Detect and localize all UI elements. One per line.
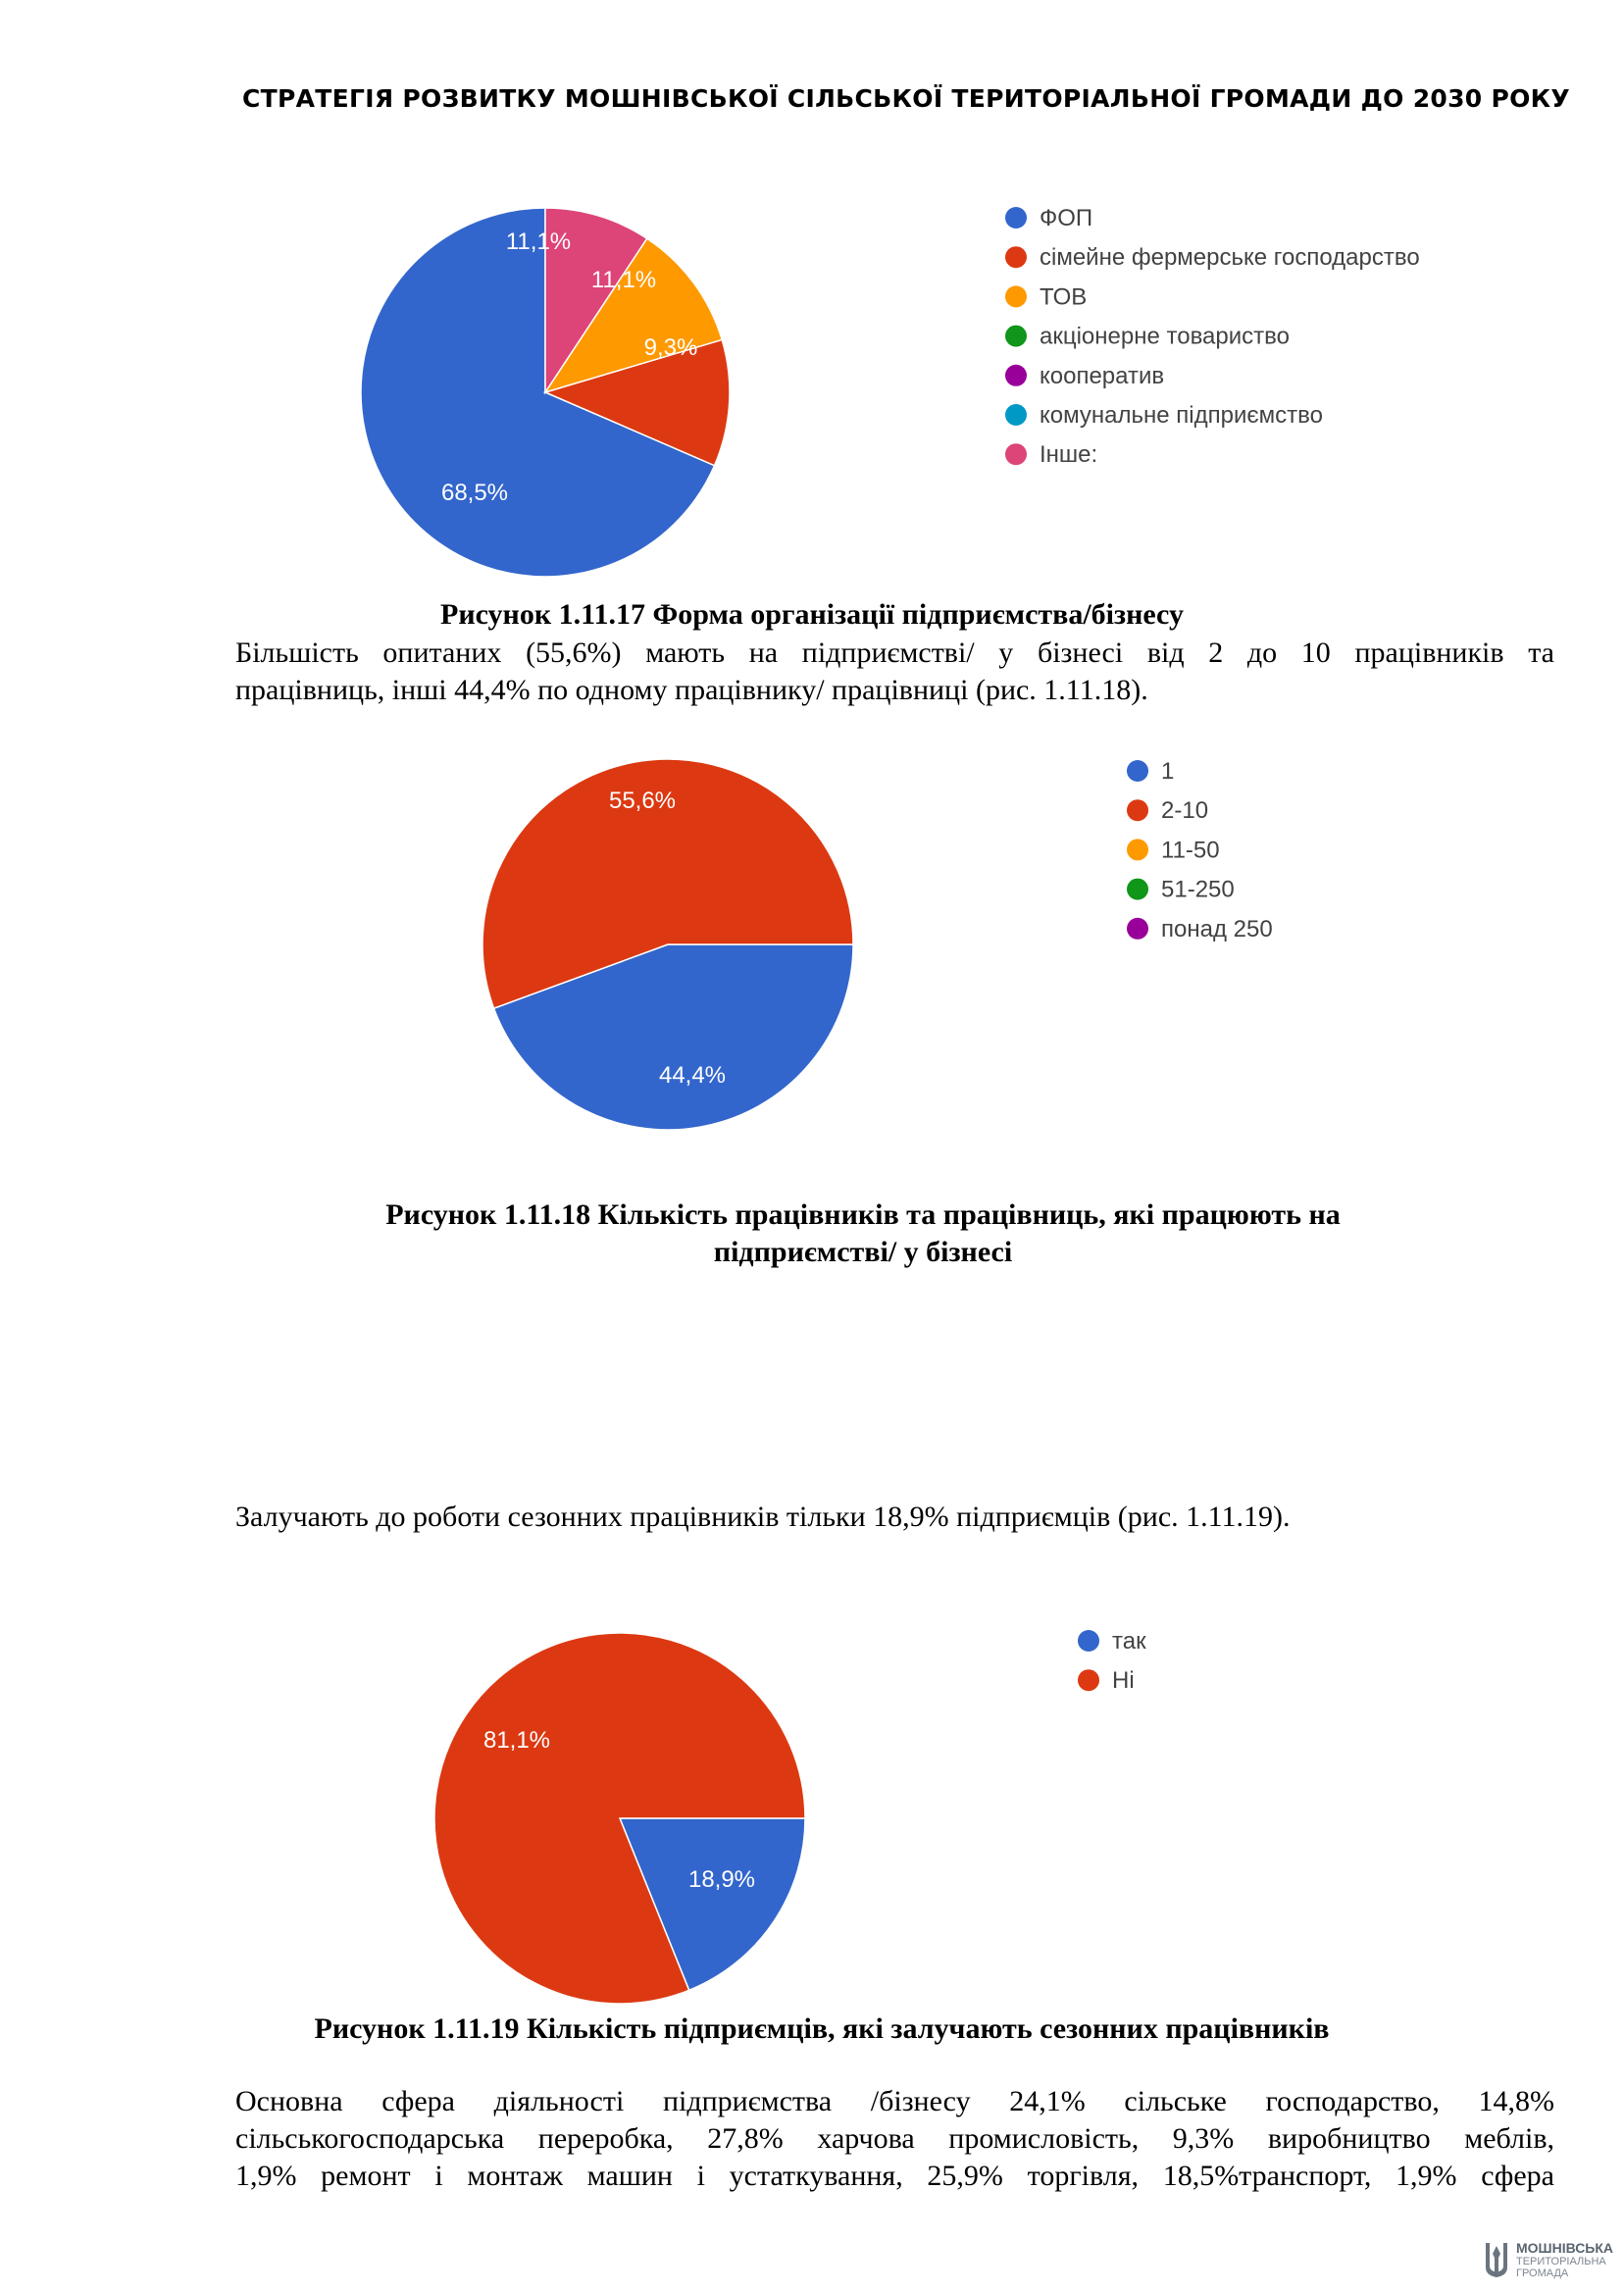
logo-subtitle	[1516, 2256, 1606, 2279]
slice-label-3: 11,1%	[590, 267, 657, 293]
legend-label-3: 11-50	[1161, 837, 1220, 864]
legend-label-2: Ні	[1112, 1667, 1135, 1695]
legend-label-5: понад 250	[1161, 915, 1273, 942]
figure-caption-18-line-2: підприємстві/ у бізнесі	[713, 1236, 1013, 1268]
logo-subtitle-line-1: ТЕРИТОРІАЛЬНА	[1516, 2256, 1606, 2267]
paragraph-3-line-2: сільськогосподарська переробка, 27,8% харчова промисловість, 9,3% виробництво меблів,	[235, 2122, 1554, 2155]
header-title: СТРАТЕГІЯ РОЗВИТКУ МОШНІВСЬКОЇ СІЛЬСЬКОЇ ТЕРИТОРІАЛЬНОЇ ГРОМАДИ ДО 2030 РОКУ	[242, 84, 1570, 113]
legend-label-5: кооператив	[1040, 362, 1165, 389]
legend-label-1: так	[1112, 1628, 1146, 1655]
legend-label-2: 2-10	[1161, 797, 1209, 825]
figure-caption-18-line-1: Рисунок 1.11.18 Кількість працівників та працівниць, які працюють на	[385, 1198, 1341, 1231]
legend-label-4: 51-250	[1161, 876, 1235, 903]
paragraph-2-line-1: Залучають до роботи сезонних працівників тільки 18,9% підприємців (рис. 1.11.19).	[235, 1501, 1291, 1533]
paragraph-3-line-3: 1,9% ремонт і монтаж машин і устаткування, 25,9% торгівля, 18,5%транспорт, 1,9% сфера	[235, 2160, 1554, 2192]
slice-label-2: 81,1%	[482, 1727, 551, 1754]
logo-name: МОШНІВСЬКА	[1516, 2240, 1614, 2256]
paragraph-1-line-1: Більшість опитаних (55,6%) мають на підприємстві/ у бізнесі від 2 до 10 працівників та	[235, 637, 1554, 669]
slice-label-2: 11,1%	[505, 229, 572, 255]
legend-label-7: Інше:	[1040, 441, 1098, 469]
legend-swatch-2	[1078, 1669, 1099, 1691]
slice-label-1: 68,5%	[440, 480, 509, 506]
legend-label-6: комунальне підприємство	[1040, 402, 1323, 429]
legend-label-3: ТОВ	[1040, 283, 1088, 311]
legend-label-1: ФОП	[1040, 205, 1093, 231]
paragraph-3	[235, 2083, 1554, 2195]
slice-label-1: 18,9%	[687, 1866, 756, 1893]
slice-label-1: 44,4%	[658, 1062, 727, 1089]
logo-subtitle-line-2: ГРОМАДА	[1516, 2267, 1569, 2279]
community-logo	[1483, 2238, 1620, 2285]
legend-label-4: акціонерне товариство	[1040, 323, 1290, 350]
legend-label-1: 1	[1161, 758, 1175, 785]
paragraph-3-line-1: Основна сфера діяльності підприємства /бізнесу 24,1% сільське господарство, 14,8%	[235, 2085, 1554, 2117]
figure-caption-19: Рисунок 1.11.19 Кількість підприємців, які залучають сезонних працівників	[314, 2012, 1330, 2045]
paragraph-1-line-2: працівниць, інші 44,4% по одному працівнику/ працівниці (рис. 1.11.18).	[235, 674, 1148, 706]
legend-label-2: сімейне фермерське господарство	[1040, 244, 1420, 272]
slice-label-2: 55,6%	[608, 788, 677, 814]
figure-caption-17: Рисунок 1.11.17 Форма організації підприємства/бізнесу	[440, 598, 1184, 631]
trident-icon	[1483, 2240, 1510, 2279]
legend-swatch-1	[1078, 1630, 1099, 1652]
slice-label-7: 9,3%	[643, 334, 698, 361]
